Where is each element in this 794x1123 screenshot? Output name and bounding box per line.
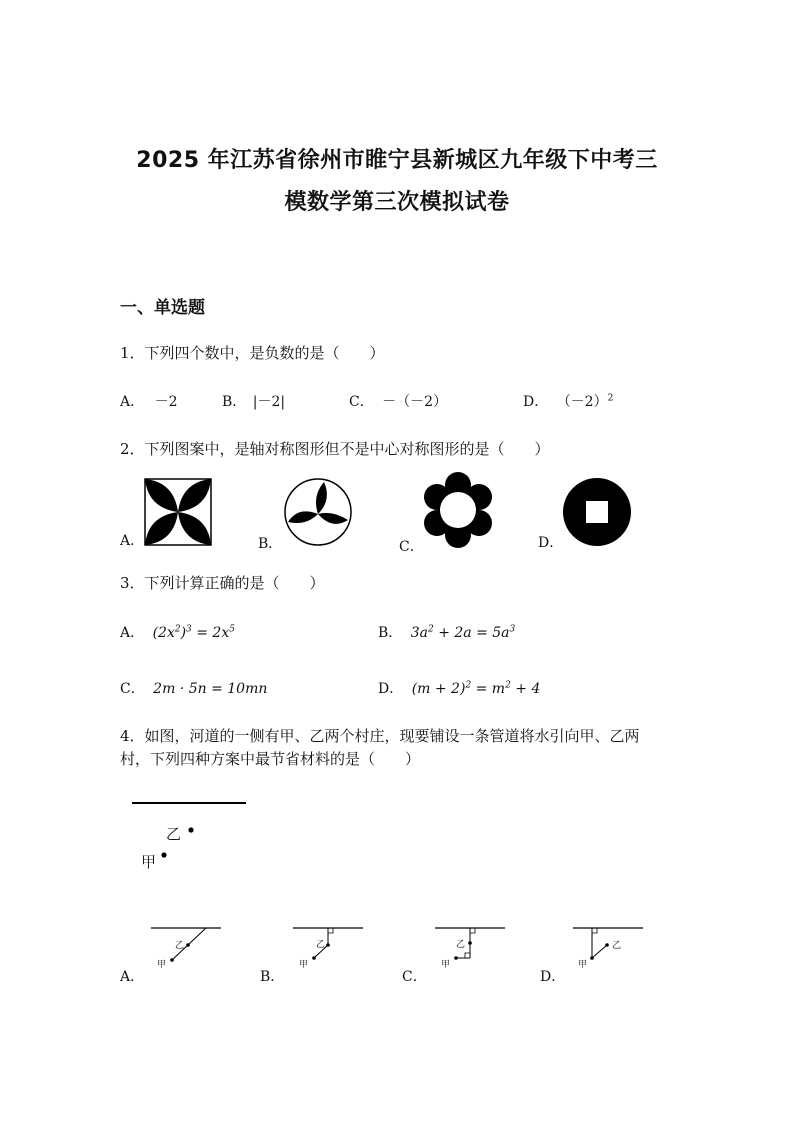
q1-option-a-label: A． (120, 394, 145, 410)
page-title-line-2: 模数学第三次模拟试卷 (284, 190, 510, 215)
q3-option-a (120, 622, 235, 642)
q3-d-sup1: 2 (465, 680, 472, 691)
q2-label-a: A． (120, 533, 145, 549)
q1-option-b (222, 391, 285, 411)
q3-a-sup2: 3 (186, 624, 192, 635)
q3-a-part1: (2x (152, 625, 175, 641)
q3-b-sup2: 3 (509, 624, 516, 635)
q4-stem-line-1: 4．如图，河道的一侧有甲、乙两个村庄，现要铺设一条管道将水引向甲、乙两 (120, 727, 640, 745)
q4-stem-line-2: 村，下列四种方案中最节省材料的是（ ） (120, 750, 421, 768)
q3-d-part2: = m (471, 681, 506, 697)
q3-option-b-label: B． (378, 625, 403, 641)
q4-d-jia-label: 甲 (578, 960, 588, 970)
q3-a-sup1: 2 (174, 624, 181, 635)
q1-option-c-label: C． (349, 394, 374, 410)
q2-label-c: C． (399, 539, 424, 555)
q3-option-b (378, 622, 515, 642)
q1-option-c-expr: －（－2） (382, 394, 448, 410)
q4-a-jia-label: 甲 (157, 960, 167, 970)
q4-b-yi-label: 乙 (316, 940, 326, 950)
q4-label-a: A． (120, 969, 145, 985)
q1-option-c (349, 391, 447, 411)
q2-figure-b-three-leaf-circle (284, 478, 352, 546)
q3-c-expr: 2m · 5n = 10mn (153, 681, 268, 697)
q2-label-d: D． (538, 535, 564, 551)
q1-option-a (120, 391, 178, 411)
q4-b-jia-label: 甲 (299, 960, 309, 970)
q2-figure-c-flower (422, 473, 494, 549)
q4-c-jia-label: 甲 (441, 960, 451, 970)
q3-d-part1: (m + 2) (411, 681, 466, 697)
q3-option-c-label: C． (120, 681, 145, 697)
section-heading: 一、单选题 (120, 298, 205, 318)
q3-stem: 3．下列计算正确的是（ ） (120, 574, 325, 592)
q3-b-part1: 3a (410, 625, 429, 641)
q1-option-d-label: D． (523, 394, 549, 410)
q3-d-part3: + 4 (510, 681, 541, 697)
q3-d-sup2: 2 (505, 680, 511, 691)
q2-figure-d-coin (562, 477, 632, 547)
q2-figure-a-petal-square (144, 478, 212, 546)
q4-label-d: D． (540, 969, 566, 985)
q4-main-yi-label: 乙 (166, 825, 182, 843)
q3-b-part2: + 2a = 5a (433, 625, 510, 641)
q4-main-jia-label: 甲 (141, 853, 157, 871)
q1-option-d-exp: 2 (607, 393, 614, 404)
q1-option-b-expr: |－2| (252, 394, 286, 410)
q4-c-yi-label: 乙 (456, 940, 466, 950)
q4-d-yi-label: 乙 (612, 941, 622, 951)
q3-option-a-label: A． (120, 625, 145, 641)
q4-a-yi-label: 乙 (175, 941, 185, 951)
q3-a-part2: ) (180, 625, 187, 641)
q1-option-b-label: B． (222, 394, 247, 410)
q1-option-d-expr: （－2） (556, 394, 608, 410)
q1-option-d (523, 391, 613, 411)
q1-option-a-expr: －2 (154, 394, 178, 410)
q3-b-sup1: 2 (428, 624, 434, 635)
q2-label-b: B． (258, 536, 283, 552)
q3-option-c (120, 678, 267, 698)
q3-a-part3: = 2x (191, 625, 230, 641)
q4-label-b: B． (260, 969, 285, 985)
q3-option-d (378, 678, 540, 698)
q3-option-d-label: D． (378, 681, 404, 697)
q1-stem: 1．下列四个数中，是负数的是（ ） (120, 344, 385, 362)
page-title-line-1: 2025 年江苏省徐州市睢宁县新城区九年级下中考三 (136, 148, 658, 173)
q2-stem: 2．下列图案中，是轴对称图形但不是中心对称图形的是（ ） (120, 440, 550, 458)
q4-label-c: C． (402, 969, 427, 985)
q3-a-sup3: 5 (229, 624, 235, 635)
